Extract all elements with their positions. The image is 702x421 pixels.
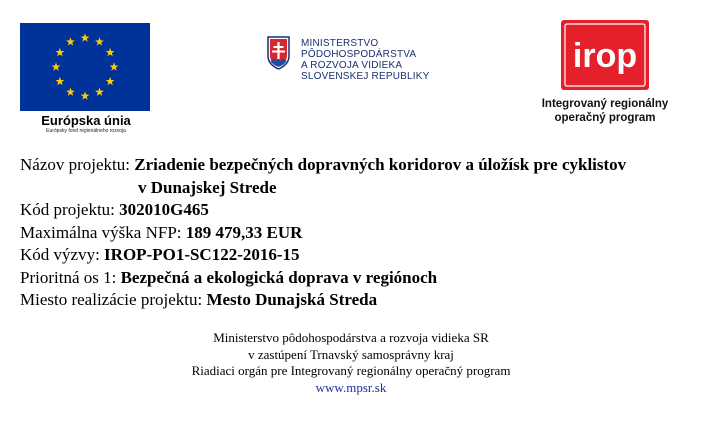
- project-name-label: Názov projektu:: [20, 155, 130, 174]
- project-name-continued: v Dunajskej Strede: [138, 177, 277, 197]
- priority-axis-row: [20, 267, 690, 290]
- ministry-logo: [267, 36, 467, 96]
- ministry-line-4: SLOVENSKEJ REPUBLIKY: [301, 71, 430, 82]
- ministry-name: [301, 38, 430, 82]
- irop-logo-text: irop: [572, 37, 638, 75]
- eu-logo: [20, 23, 152, 135]
- project-name-value: Zriadenie bezpečných dopravných koridorov a úložísk pre cyklistov: [134, 155, 627, 174]
- call-code-row: [20, 244, 690, 267]
- website-link[interactable]: www.mpsr.sk: [315, 379, 387, 395]
- project-code-row: [20, 199, 690, 222]
- ministry-line-2: PÔDOHOSPODÁRSTVA: [301, 49, 417, 60]
- nfp-label: Maximálna výška NFP:: [20, 222, 182, 242]
- irop-logo-icon: [561, 20, 649, 90]
- nfp-row: [20, 222, 690, 245]
- irop-caption: [530, 97, 680, 125]
- eu-subtitle: Európsky fond regionálneho rozvoja: [46, 128, 126, 134]
- priority-axis-label: Prioritná os 1:: [20, 267, 117, 287]
- eu-flag-icon: [20, 23, 150, 111]
- location-label: Miesto realizácie projektu:: [20, 290, 203, 309]
- call-code-label: Kód výzvy:: [20, 245, 100, 264]
- footer-line-2: v zastúpení Trnavský samosprávny kraj: [248, 346, 454, 362]
- footer-line-3: Riadiaci orgán pre Integrovaný regionálny operačný program: [191, 363, 511, 378]
- eu-title: Európska únia: [41, 113, 131, 128]
- call-code-value: IROP-PO1-SC122-2016-15: [104, 245, 300, 264]
- slovak-coat-of-arms-icon: [267, 36, 290, 70]
- priority-axis-value: Bezpečná a ekologická doprava v regiónoch: [120, 267, 438, 287]
- irop-caption-line-2: operačný program: [554, 112, 656, 124]
- footer-line-1: Ministerstvo pôdohospodárstva a rozvoja vidieka SR: [213, 330, 489, 345]
- ministry-line-3: A ROZVOJA VIDIEKA: [301, 60, 403, 71]
- project-code-value: 302010G465: [119, 200, 209, 219]
- ministry-line-1: MINISTERSTVO: [301, 38, 379, 49]
- footer: [0, 330, 702, 396]
- nfp-value: 189 479,33 EUR: [185, 222, 303, 242]
- project-code-label: Kód projektu:: [20, 200, 115, 219]
- project-name-row: [20, 154, 690, 177]
- irop-caption-line-1: Integrovaný regionálny: [541, 98, 669, 110]
- location-row: [20, 289, 690, 312]
- location-value: Mesto Dunajská Streda: [206, 290, 378, 309]
- project-info: [20, 154, 690, 312]
- irop-logo: [530, 20, 680, 125]
